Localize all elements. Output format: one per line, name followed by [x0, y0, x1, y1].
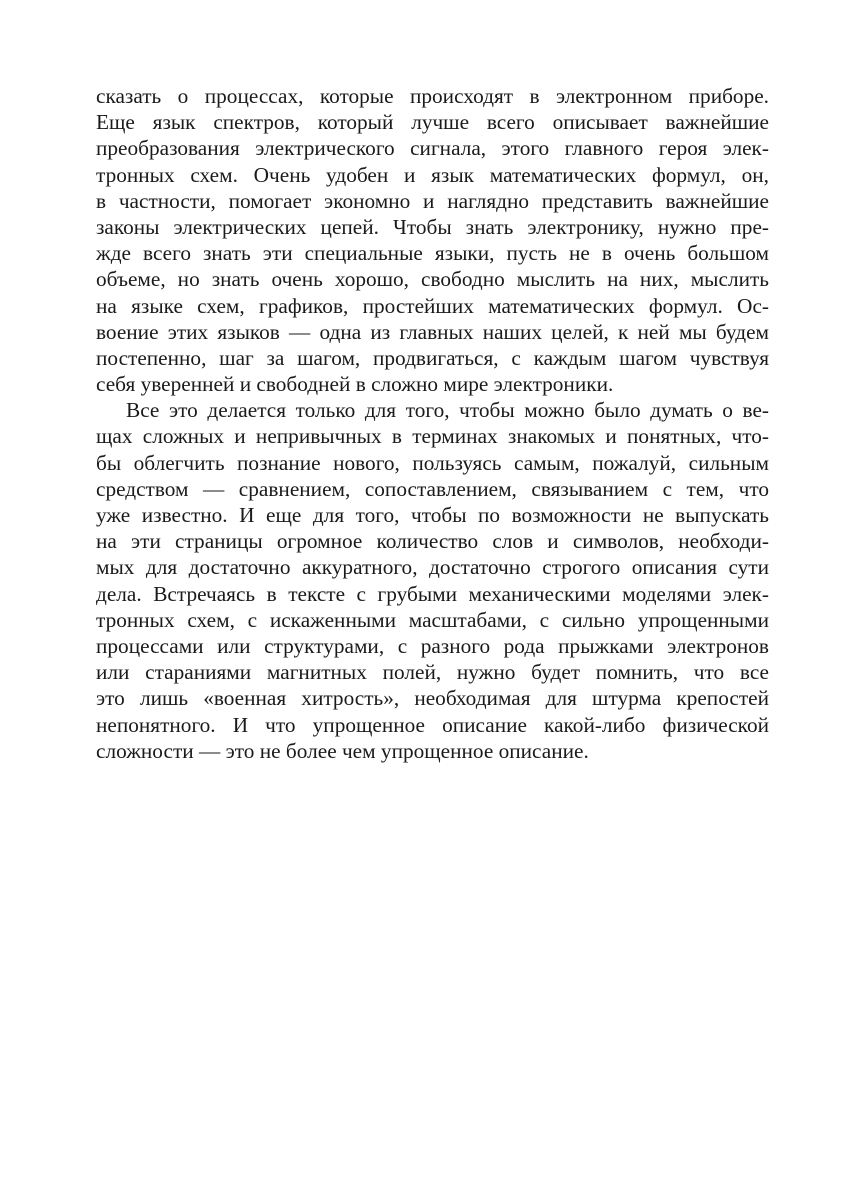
text-line: непонятного. И что упрощенное описание какой-либо физической — [96, 712, 769, 737]
text-line: тронных схем, с искаженными масштабами, с сильно упрощенными — [96, 607, 769, 632]
text-line: себя уверенней и свободней в сложно мире электроники. — [96, 372, 614, 397]
text-line: это лишь «военная хитрость», необходимая для штурма крепостей — [96, 686, 769, 711]
body-text — [96, 83, 769, 764]
text-line: законы электрических цепей. Чтобы знать электронику, нужно пре- — [96, 214, 769, 239]
paragraph-1 — [96, 83, 769, 397]
text-line: средством — сравнением, сопоставлением, связыванием с тем, что — [96, 476, 769, 501]
text-line: постепенно, шаг за шагом, продвигаться, с каждым шагом чувствуя — [96, 345, 769, 370]
text-line: воение этих языков — одна из главных наших целей, к ней мы будем — [96, 319, 769, 344]
text-line: бы облегчить познание нового, пользуясь самым, пожалуй, сильным — [96, 450, 769, 475]
text-line: процессами или структурами, с разного рода прыжками электронов — [96, 633, 769, 658]
text-line: объеме, но знать очень хорошо, свободно мыслить на них, мыслить — [96, 267, 769, 292]
text-line: жде всего знать эти специальные языки, пусть не в очень большом — [96, 241, 769, 266]
paragraph-2 — [96, 397, 769, 764]
text-line: на языке схем, графиков, простейших математических формул. Ос- — [96, 293, 769, 318]
text-line: уже известно. И еще для того, чтобы по возможности не выпускать — [96, 503, 769, 527]
text-line: Еще язык спектров, который лучше всего описывает важнейшие — [96, 110, 769, 135]
text-line: Все это делается только для того, чтобы можно было думать о ве- — [126, 398, 769, 423]
text-line: или стараниями магнитных полей, нужно будет помнить, что все — [96, 660, 769, 685]
text-line: сказать о процессах, которые происходят в электронном приборе. — [96, 84, 769, 108]
text-line: на эти страницы огромное количество слов и символов, необходи- — [96, 529, 769, 554]
text-line: преобразования электрического сигнала, этого главного героя элек- — [96, 136, 769, 161]
text-line: сложности — это не более чем упрощенное описание. — [96, 738, 589, 763]
text-line: в частности, помогает экономно и наглядно представить важнейшие — [96, 188, 769, 213]
text-line: щах сложных и непривычных в терминах знакомых и понятных, что- — [96, 424, 769, 449]
text-line: дела. Встречаясь в тексте с грубыми механическими моделями элек- — [96, 581, 769, 606]
text-line: тронных схем. Очень удобен и язык математических формул, он, — [96, 162, 769, 187]
text-line: мых для достаточно аккуратного, достаточно строгого описания сути — [96, 555, 769, 580]
